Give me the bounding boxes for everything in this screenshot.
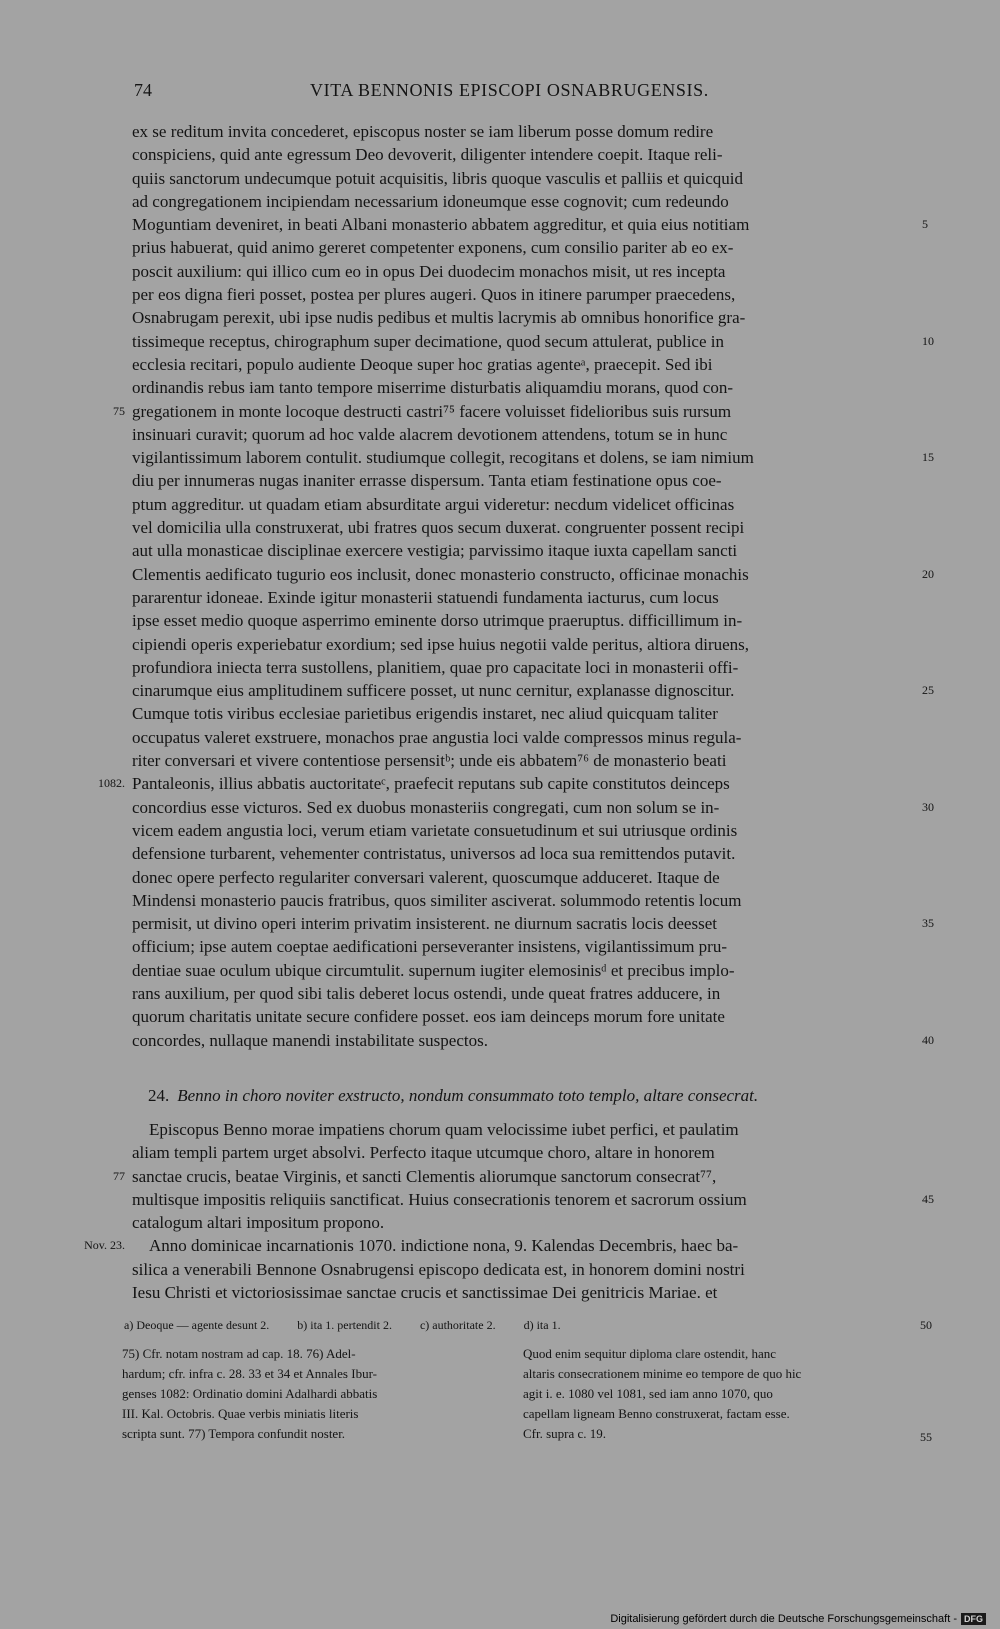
text-line (132, 423, 910, 446)
main-text (98, 120, 934, 1052)
text-line (132, 516, 910, 539)
page-number: 74 (134, 80, 152, 100)
text-line (132, 796, 934, 819)
line-number: 20 (922, 566, 934, 581)
line-text: concordes, nullaque manendi instabilitate suspectos. (132, 1030, 488, 1050)
footnote-line: Quod enim sequitur diploma clare ostendit, hanc (523, 1346, 777, 1361)
line-text: multisque impositis reliquiis sanctificat. Huius consecrationis tenorem et sacrorum ossium (132, 1189, 747, 1209)
footnotes-left-column (122, 1344, 487, 1444)
line-text: aliam templi partem urget absolvi. Perfecto itaque utcumque choro, altare in honorem (132, 1143, 715, 1163)
line-text: Iesu Christi et victoriosissimae sanctae crucis et sanctissimae Dei genitricis Mariae. et (132, 1283, 718, 1303)
text-line (132, 982, 910, 1005)
text-line (132, 1029, 934, 1052)
text-line (132, 1258, 910, 1281)
line-text: permisit, ut divino operi interim privatim insisterent. ne diurnum sacratis locis deesset (132, 914, 717, 934)
text-line (132, 656, 910, 679)
line-text: profundiora iniecta terra sustollens, planitiem, quae pro capacitate loci in monasterii offi- (132, 657, 739, 677)
apparatus-note: d) ita 1. (523, 1318, 561, 1332)
line-number: 10 (922, 333, 934, 348)
apparatus-note: a) Deoque — agente desunt 2. (124, 1318, 270, 1332)
line-text: defensione turbarent, vehementer contristatus, universos ad loca sua remittendos putavit. (132, 844, 736, 864)
page-header (0, 80, 1000, 106)
line-text: Clementis aedificato tugurio eos inclusit, donec monasterio constructo, officinae monachis (132, 564, 749, 584)
chapter-text (84, 1118, 934, 1304)
line-text: ordinandis rebus iam tanto tempore miserrime disturbatis aliquamdiu morans, quod con- (132, 378, 734, 398)
line-text: Mindensi monasterio paucis fratribus, quos similiter asciverat. solummodo retentis locum (132, 890, 742, 910)
apparatus-note: c) authoritate 2. (419, 1318, 496, 1332)
text-line (132, 120, 910, 143)
text-line (132, 539, 910, 562)
line-text: vel domicilia ulla construxerat, ubi fratres quos secum duxerat. congruenter possent recipi (132, 518, 745, 538)
text-line (132, 306, 910, 329)
line-text: Osnabrugam perexit, ubi ipse nudis pedibus et multis lacrymis ab omnibus honorifice gra- (132, 308, 746, 328)
text-line (132, 1118, 910, 1141)
line-number: 40 (922, 1032, 934, 1047)
line-text: quorum charitatis unitate secure confidere posset. eos iam deinceps morum fore unitate (132, 1007, 725, 1027)
line-text: rans auxilium, per quod sibi talis deberet locus ostendi, unde queat fratres adducere, in (132, 983, 721, 1003)
text-line (132, 819, 910, 842)
line-text: ipse esset medio quoque asperrimo eminente dorso utrimque praeruptus. difficillimum in- (132, 611, 743, 631)
footnote-line: 75) Cfr. notam nostram ad cap. 18. 76) Adel- (122, 1346, 356, 1361)
text-line (132, 749, 910, 772)
line-number: 5 (922, 217, 928, 232)
credit-text: Digitalisierung gefördert durch die Deutsche Forschungsgemeinschaft - (610, 1613, 957, 1625)
text-line (132, 446, 934, 469)
line-text: quiis sanctorum undecumque potuit acquisitis, libris quoque vasculis et palliis et quicquid (132, 168, 743, 188)
line-text: vigilantissimum laborem contulit. studiumque collegit, recogitans et dolens, se iam nimium (132, 448, 754, 468)
line-number: 35 (922, 916, 934, 931)
text-line (132, 190, 910, 213)
line-text: Cumque totis viribus ecclesiae parietibus erigendis instaret, nec aliud quicquam taliter (132, 704, 718, 724)
line-number: 30 (922, 799, 934, 814)
text-line (132, 633, 910, 656)
text-line (132, 866, 910, 889)
text-line (132, 143, 910, 166)
text-line (98, 772, 910, 795)
chapter-title: Benno in choro noviter exstructo, nondum consummato toto templo, altare consecrat. (177, 1086, 759, 1105)
text-line (132, 842, 910, 865)
line-text: dentiae suae oculum ubique circumtulit. supernum iugiter elemosinisᵈ et precibus implo- (132, 960, 735, 980)
text-line (132, 283, 910, 306)
line-text: concordius esse victuros. Sed ex duobus monasteriis congregati, cum non solum se in- (132, 797, 720, 817)
line-text: donec opere perfecto regulariter conversari valerent, quoscumque adduceret. Itaque de (132, 867, 720, 887)
line-text: ex se reditum invita concederet, episcopus noster se iam liberum posse domum redire (132, 122, 714, 141)
text-line (132, 586, 910, 609)
text-line (132, 563, 934, 586)
footnote-line: genses 1082: Ordinatio domini Adalhardi abbatis (122, 1386, 378, 1401)
text-line (132, 260, 910, 283)
line-text: tissimeque receptus, chirographum super decimatione, quod secum attulerat, publice in (132, 331, 724, 351)
line-number: 25 (922, 683, 934, 698)
text-line (132, 236, 910, 259)
line-text: prius habuerat, quid animo gereret competenter exponens, cum consilio pariter ab eo ex- (132, 238, 734, 258)
footnotes-right-column (523, 1344, 888, 1444)
line-text: pararentur idoneae. Exinde igitur monasterii statuendi fundamenta iacturus, cum locus (132, 587, 719, 607)
footnote-line-number: 55 (920, 1430, 932, 1444)
line-text: vicem eadem angustia loci, verum etiam varietate consuetudinum et sui utriusque ordinis (132, 820, 738, 840)
footnote-line: hardum; cfr. infra c. 28. 33 et 34 et Annales Ibur- (122, 1366, 377, 1381)
text-line (132, 912, 934, 935)
dfg-logo: DFG (961, 1613, 986, 1625)
line-text: silica a venerabili Bennone Osnabrugensi episcopo dedicata est, in honorem domini nostri (132, 1259, 745, 1279)
footnote-line: scripta sunt. 77) Tempora confundit noster. (122, 1426, 346, 1441)
line-text: ad congregationem incipiendam necessarium idoneumque esse cognovit; cum redeundo (132, 191, 729, 211)
line-text: catalogum altari impositum propono. (132, 1213, 385, 1233)
footnote-line: altaris consecrationem minime eo tempore de quo hic (523, 1366, 802, 1381)
line-text: poscit auxilium: qui illico cum eo in opus Dei duodecim monachos misit, ut res incepta (132, 261, 726, 281)
text-line (132, 167, 910, 190)
chapter-heading (148, 1086, 758, 1106)
text-line (132, 330, 934, 353)
footnote-line: Cfr. supra c. 19. (523, 1426, 607, 1441)
footnote-line: III. Kal. Octobris. Quae verbis miniatis literis (122, 1406, 359, 1421)
line-text: cipiendi operis experiebatur exordium; sed ipse huius negotii valde peritus, altiora diruens, (132, 634, 750, 654)
text-line (132, 213, 928, 236)
text-line (132, 889, 910, 912)
left-margin-note: 75 (113, 403, 125, 418)
text-line (84, 1234, 910, 1257)
text-line (132, 1281, 910, 1304)
text-line (132, 353, 910, 376)
line-text: gregationem in monte locoque destructi castri⁷⁵ facere voluisset fidelioribus suis rursum (132, 401, 732, 421)
text-line (113, 1165, 910, 1188)
text-line (132, 935, 910, 958)
text-line (132, 469, 910, 492)
line-text: riter conversari et vivere contentiose persensitᵇ; unde eis abbatem⁷⁶ de monasterio beati (132, 751, 727, 771)
footnote-line: agit i. e. 1080 vel 1081, sed iam anno 1070, quo (523, 1386, 773, 1401)
text-line (132, 679, 934, 702)
running-title: VITA BENNONIS EPISCOPI OSNABRUGENSIS. (310, 80, 709, 100)
line-text: sanctae crucis, beatae Virginis, et sancti Clementis aliorumque sanctorum consecrat⁷⁷, (132, 1166, 717, 1186)
text-line (132, 376, 910, 399)
text-line (132, 609, 910, 632)
digitization-credit (610, 1613, 986, 1625)
line-text: cinarumque eius amplitudinem sufficere posset, ut nunc cernitur, explanasse dignoscitur. (132, 681, 735, 701)
line-text: conspiciens, quid ante egressum Deo devoverit, diligenter intendere coepit. Itaque reli- (132, 145, 723, 165)
line-text: diu per innumeras nugas inaniter errasse dispersum. Tanta etiam festinatione opus coe- (132, 471, 722, 491)
left-margin-note: 77 (113, 1168, 125, 1183)
line-text: ptum aggreditur. ut quadam etiam absurditate argui videretur: necdum videlicet officinas (132, 494, 735, 514)
text-line (113, 400, 910, 423)
critical-apparatus (124, 1318, 924, 1333)
line-text: Episcopus Benno morae impatiens chorum quam velocissime iubet perfici, et paulatim (132, 1120, 739, 1139)
line-text: ecclesia recitari, populo audiente Deoque super hoc gratias agenteᵃ, praecepit. Sed ibi (132, 354, 713, 374)
text-line (132, 1141, 910, 1164)
text-line (132, 493, 910, 516)
line-number: 15 (922, 450, 934, 465)
line-text: aut ulla monasticae disciplinae exercere vestigia; parvissimo itaque iuxta capellam sancti (132, 541, 738, 561)
text-line (132, 1211, 910, 1234)
line-text: insinuari curavit; quorum ad hoc valde alacrem devotionem attendens, totum se in hunc (132, 424, 728, 444)
text-line (132, 1005, 910, 1028)
line-text: Moguntiam deveniret, in beati Albani monasterio abbatem aggreditur, et quia eius notitiam (132, 215, 750, 235)
line-text: Pantaleonis, illius abbatis auctoritateᶜ, praefecit reputans sub capite constitutos deinceps (132, 774, 730, 794)
line-text: Anno dominicae incarnationis 1070. indictione nona, 9. Kalendas Decembris, haec ba- (132, 1236, 739, 1256)
line-number: 45 (922, 1191, 934, 1206)
text-line (132, 959, 910, 982)
footnote-line: capellam ligneam Benno construxerat, factam esse. (523, 1406, 790, 1421)
chapter-number: 24. (148, 1086, 170, 1105)
apparatus-note: b) ita 1. pertendit 2. (297, 1318, 392, 1332)
line-text: officium; ipse autem coeptae aedificationi perseveranter insistens, vigilantissimum pru- (132, 937, 727, 957)
left-margin-note: Nov. 23. (84, 1238, 125, 1253)
line-text: occupatus valeret exstruere, monachos prae angustia loci valde compressos minus regula- (132, 727, 742, 747)
apparatus-line-number: 50 (920, 1318, 932, 1332)
left-margin-note: 1082. (98, 776, 125, 791)
text-line (132, 702, 910, 725)
text-line (132, 726, 910, 749)
line-text: per eos digna fieri posset, postea per plures augeri. Quos in itinere parumper praecedens, (132, 285, 736, 305)
text-line (132, 1188, 934, 1211)
